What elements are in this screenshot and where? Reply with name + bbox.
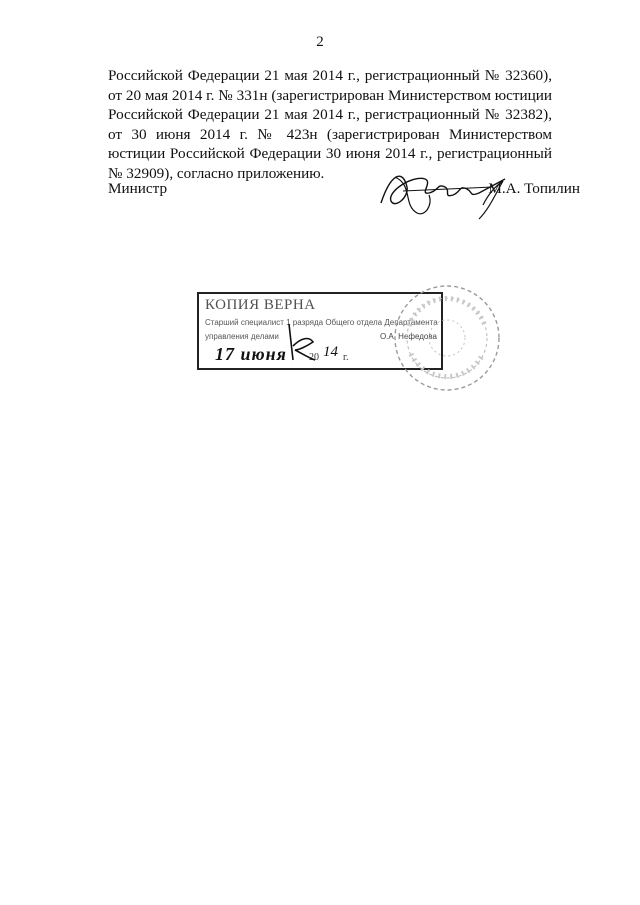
page-number: 2: [316, 34, 324, 50]
copy-stamp-area: [195, 282, 485, 402]
copy-stamp-year-suffix: г.: [343, 352, 349, 363]
signature-block: [108, 180, 580, 240]
copy-stamp-year: 14: [323, 344, 338, 360]
signer-name: М.А. Топилин: [488, 180, 580, 197]
copy-stamp-position-line2: управления делами: [205, 332, 279, 341]
copy-stamp-year-prefix: 20: [309, 352, 319, 363]
position-title: Министр: [108, 180, 168, 197]
copy-stamp-signature: [283, 320, 319, 364]
copy-stamp-date: 17 июня: [215, 344, 287, 364]
body-paragraph: Российской Федерации 21 мая 2014 г., регистрационный № 32360), от 20 мая 2014 г. № 331н (зарегистрирован Министерством юстиции Российской Федерации 21 мая 2014 г., регистрационный № 32382), от 30 июня 2014 г. № 423н (зарегистрирован Министерством юстиции Российской Федерации 30 июня 2014 г., регистрационный № 32909), согласно приложению.: [108, 67, 552, 182]
round-seal: [391, 282, 503, 394]
copy-stamp-certifier: О.А. Нефедова: [379, 332, 437, 341]
copy-stamp-position-line1: Старший специалист 1 разряда Общего отдела Департамента: [205, 318, 438, 327]
copy-stamp-title: КОПИЯ ВЕРНА: [205, 297, 316, 313]
